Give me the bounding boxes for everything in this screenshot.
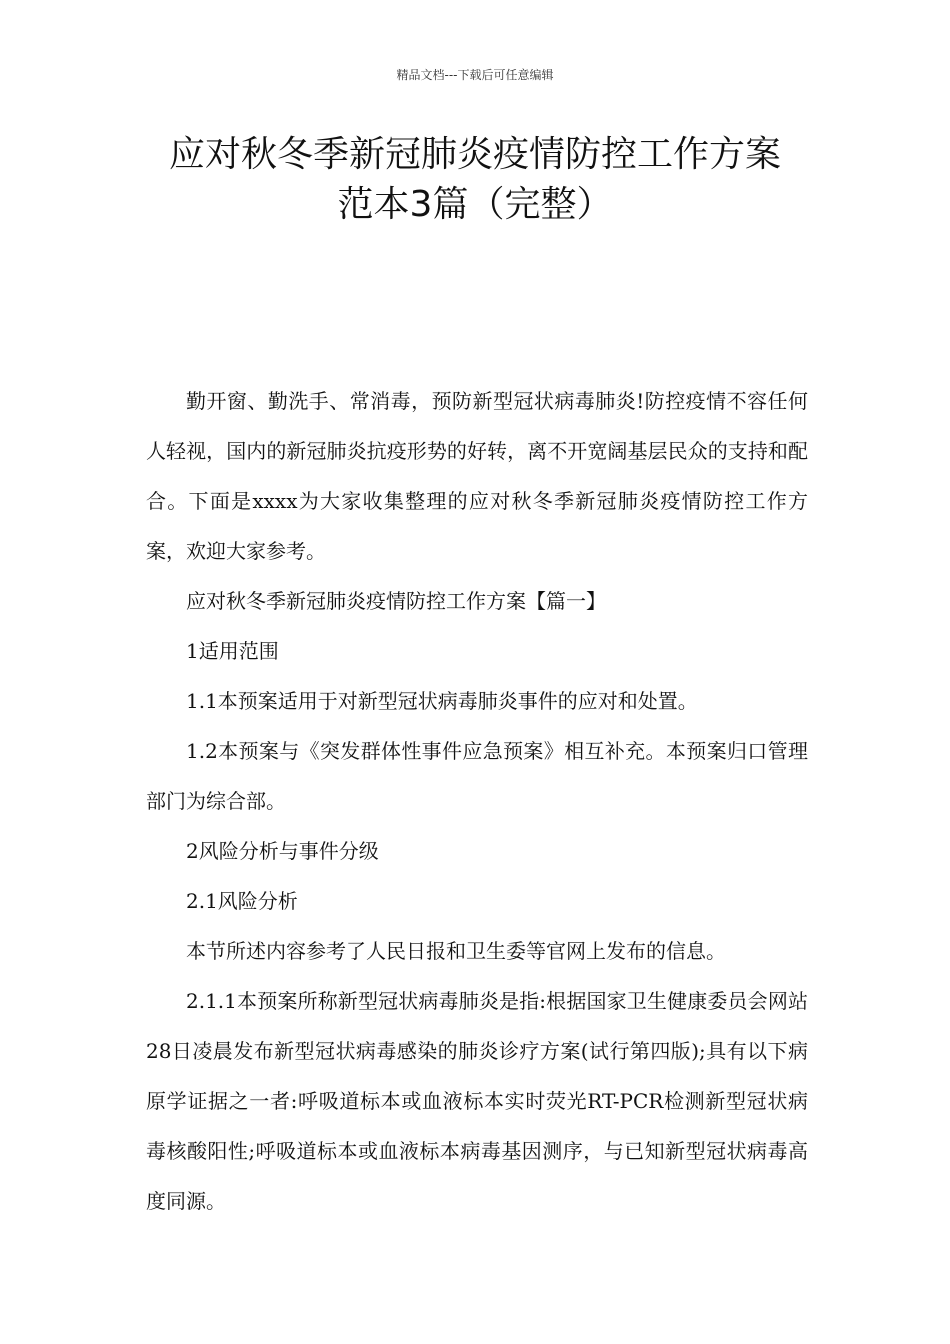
section-heading-scope: 1适用范围 bbox=[186, 639, 279, 663]
paragraph-1-1: 1.1本预案适用于对新型冠状病毒肺炎事件的应对和处置。 bbox=[186, 689, 698, 713]
paragraph-intro: 勤开窗、勤洗手、常消毒，预防新型冠状病毒肺炎!防控疫情不容任何人轻视，国内的新冠肺炎抗疫形势的好转，离不开宽阔基层民众的支持和配合。下面是xxxx为大家收集整理的应对秋冬季新冠肺炎疫情防控工作方案，欢迎大家参考。 bbox=[146, 389, 808, 563]
title-line-2: 范本3篇（完整） bbox=[337, 184, 613, 225]
section-heading-risk: 2风险分析与事件分级 bbox=[186, 839, 379, 863]
section-heading-2-1: 2.1风险分析 bbox=[186, 889, 298, 913]
document-body bbox=[146, 376, 808, 1226]
header-note: 精品文档---下载后可任意编辑 bbox=[396, 68, 554, 82]
paragraph-2-1-1: 2.1.1本预案所称新型冠状病毒肺炎是指:根据国家卫生健康委员会网站28日凌晨发布新型冠状病毒感染的肺炎诊疗方案(试行第四版);具有以下病原学证据之一者:呼吸道标本或血液标本实时荧光RT-PCR检测新型冠状病毒核酸阳性;呼吸道标本或血液标本病毒基因测序，与已知新型冠状病毒高度同源。 bbox=[146, 989, 808, 1213]
paragraph-1-2: 1.2本预案与《突发群体性事件应急预案》相互补充。本预案归口管理部门为综合部。 bbox=[146, 739, 808, 813]
document-title bbox=[100, 130, 850, 230]
section-heading-part-one: 应对秋冬季新冠肺炎疫情防控工作方案【篇一】 bbox=[186, 589, 606, 613]
paragraph-source-note: 本节所述内容参考了人民日报和卫生委等官网上发布的信息。 bbox=[186, 939, 726, 963]
title-line-1: 应对秋冬季新冠肺炎疫情防控工作方案 bbox=[168, 134, 781, 175]
